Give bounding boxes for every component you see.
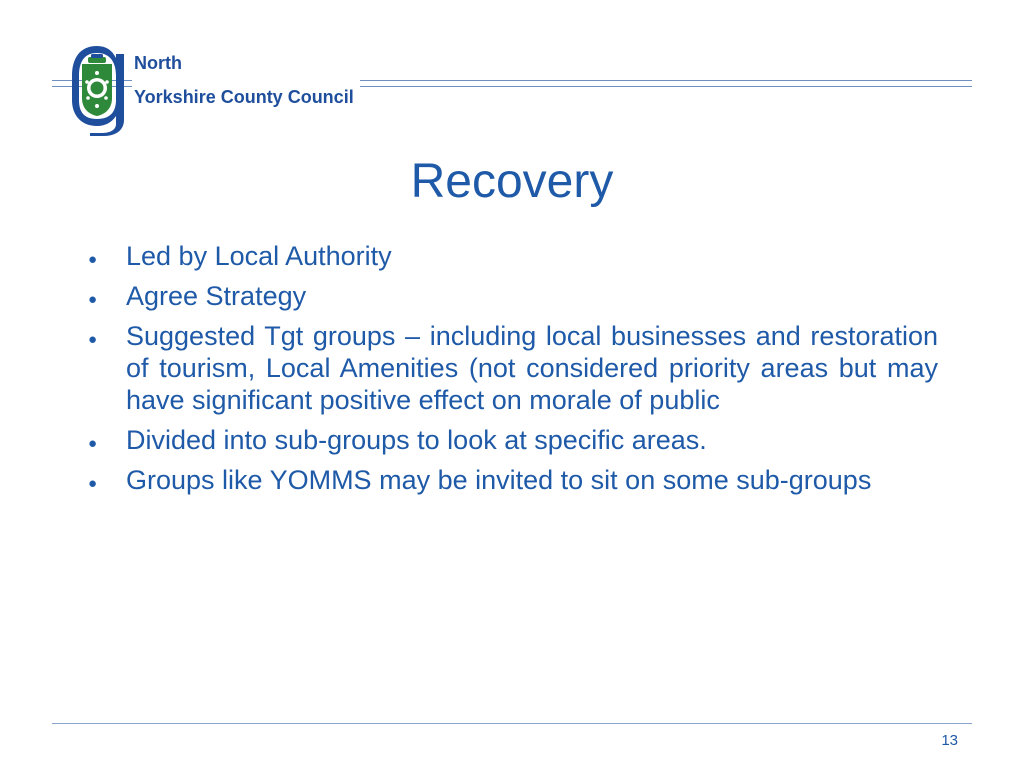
footer-rule — [52, 723, 972, 724]
council-name — [132, 52, 360, 108]
bullet-dot-icon: ● — [88, 251, 98, 268]
bullet-item — [86, 240, 938, 272]
bullet-list — [86, 240, 938, 504]
bullet-dot-icon: ● — [88, 435, 98, 452]
page-number: 13 — [941, 732, 958, 749]
bullet-text: Groups like YOMMS may be invited to sit on some sub-groups — [126, 465, 872, 495]
bullet-text: Divided into sub-groups to look at specific areas. — [126, 425, 707, 455]
bullet-dot-icon: ● — [88, 475, 98, 492]
bullet-dot-icon: ● — [88, 291, 98, 308]
council-name-line-2: Yorkshire County Council — [134, 87, 354, 107]
slide-title: Recovery — [410, 155, 614, 208]
bullet-item — [86, 320, 938, 416]
bullet-item — [86, 280, 938, 312]
bullet-text: Agree Strategy — [126, 281, 307, 311]
bullet-text: Led by Local Authority — [126, 241, 392, 271]
bullet-item — [86, 464, 938, 496]
bullet-text: Suggested Tgt groups – including local businesses and restoration of tourism, Local Amenities (not considered priority areas but may have significant positive effect on morale of public — [126, 321, 938, 415]
bullet-item — [86, 424, 938, 456]
council-crest-logo-icon — [66, 42, 128, 136]
bullet-dot-icon: ● — [88, 331, 98, 348]
council-name-line-1: North — [134, 53, 182, 73]
